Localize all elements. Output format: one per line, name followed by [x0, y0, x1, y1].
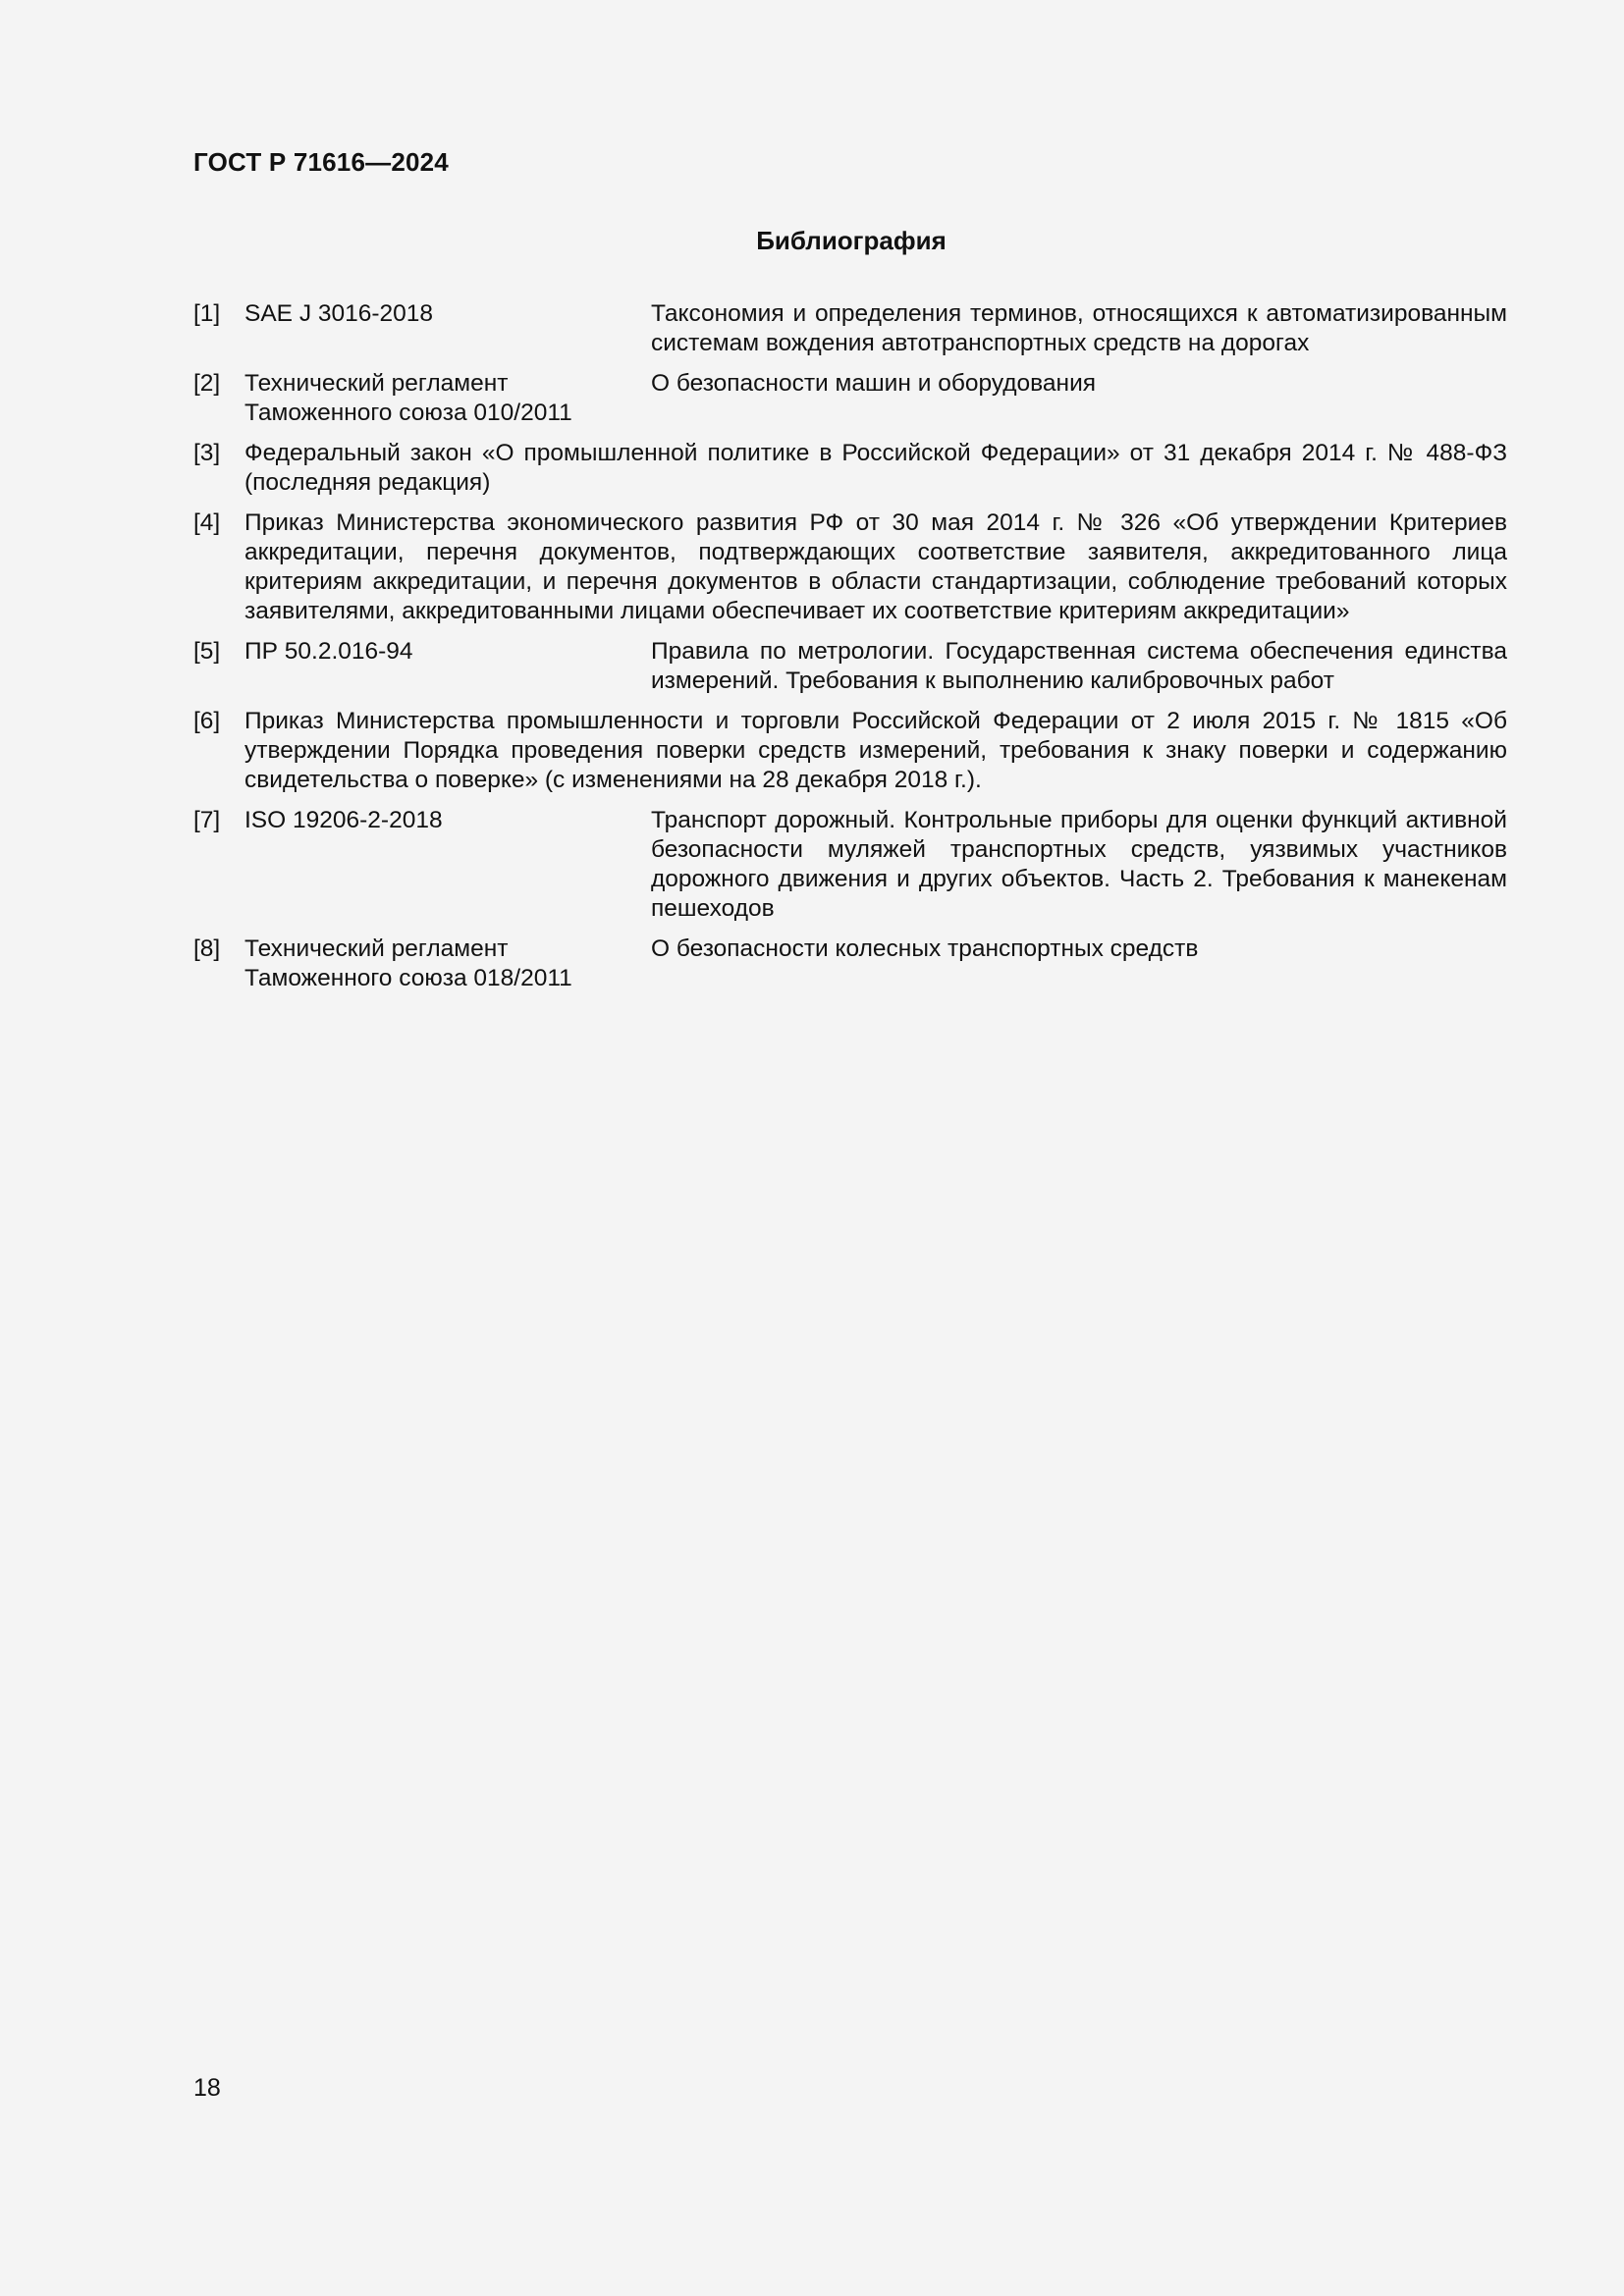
reference-text: Приказ Министерства экономического развития РФ от 30 мая 2014 г. № 326 «Об утверждении Критериев аккредитации, перечня документов, подтверждающих соответствие заявителя, аккредитованного лица критериям аккредитации, и перечня документов в области стандартизации, соблюдение требований которых заявителями, аккредитованными лицами обеспечивает их соответствие критериям аккредитации»: [244, 509, 1507, 624]
reference-item: [193, 637, 1507, 696]
reference-code: SAE J 3016-2018: [244, 300, 434, 327]
reference-code: Технический регламент Таможенного союза 010/2011: [244, 370, 572, 426]
document-id: ГОСТ Р 71616—2024: [193, 147, 449, 177]
reference-item: [193, 299, 1507, 358]
reference-number: [1]: [193, 300, 221, 327]
reference-description: Таксономия и определения терминов, относящихся к автоматизированным системам вождения автотранспортных средств на дорогах: [651, 300, 1507, 356]
reference-number: [7]: [193, 807, 221, 833]
reference-description: Транспорт дорожный. Контрольные приборы для оценки функций активной безопасности муляжей транспортных средств, уязвимых участников дорожного движения и других объектов. Часть 2. Требования к манекенам пешеходов: [651, 807, 1507, 922]
page-number: 18: [193, 2074, 221, 2102]
reference-item: [193, 508, 1507, 626]
reference-code: ПР 50.2.016-94: [244, 638, 413, 665]
reference-number: [6]: [193, 708, 221, 734]
reference-code: ISO 19206-2-2018: [244, 807, 443, 833]
reference-description: Правила по метрологии. Государственная система обеспечения единства измерений. Требования к выполнению калибровочных работ: [651, 638, 1507, 694]
reference-item: [193, 934, 1507, 993]
reference-number: [3]: [193, 440, 221, 466]
reference-description: О безопасности колесных транспортных средств: [651, 935, 1199, 962]
reference-number: [8]: [193, 935, 221, 962]
reference-description: О безопасности машин и оборудования: [651, 370, 1097, 397]
bibliography-title: Библиография: [756, 226, 947, 255]
reference-item: [193, 369, 1507, 428]
reference-item: [193, 707, 1507, 795]
reference-item: [193, 439, 1507, 498]
reference-number: [5]: [193, 638, 221, 665]
bibliography-list: [193, 299, 1507, 1004]
reference-number: [4]: [193, 509, 221, 536]
reference-number: [2]: [193, 370, 221, 397]
reference-code: Технический регламент Таможенного союза 018/2011: [244, 935, 572, 991]
reference-text: Федеральный закон «О промышленной политике в Российской Федерации» от 31 декабря 2014 г. № 488-ФЗ (последняя редакция): [244, 440, 1507, 496]
reference-item: [193, 806, 1507, 924]
reference-text: Приказ Министерства промышленности и торговли Российской Федерации от 2 июля 2015 г. № 1815 «Об утверждении Порядка проведения поверки средств измерений, требования к знаку поверки и содержанию свидетельства о поверке» (с изменениями на 28 декабря 2018 г.).: [244, 708, 1507, 793]
